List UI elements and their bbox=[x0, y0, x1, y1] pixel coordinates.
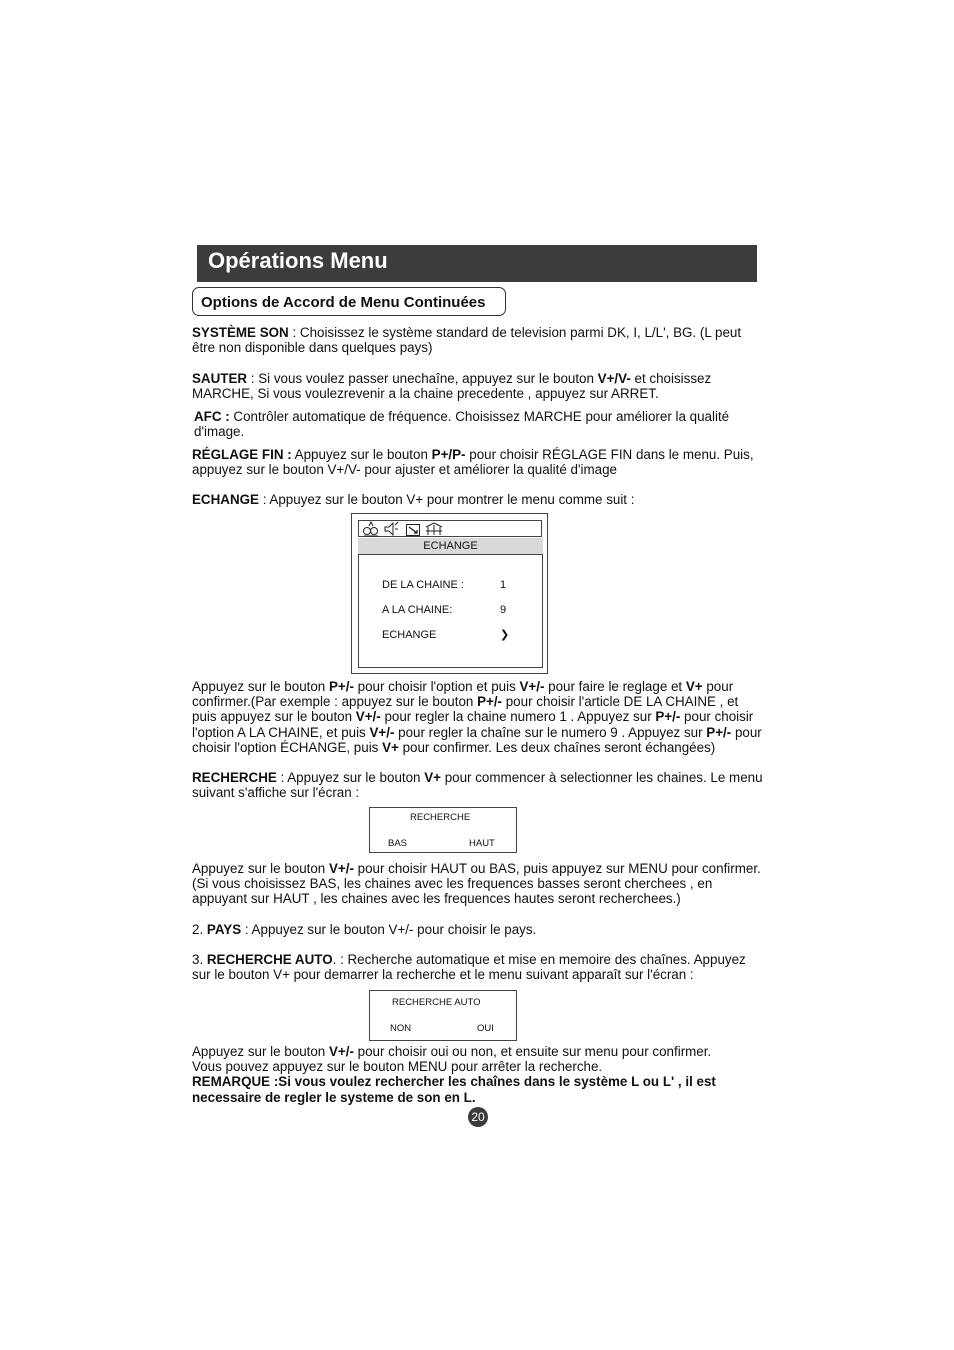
text: Contrôler automatique de fréquence. Choisissez MARCHE pour améliorer la qualité d'image. bbox=[194, 409, 730, 440]
text: pour regler la chaine numero 1 . Appuyez sur bbox=[380, 709, 656, 725]
text: et choisissez MARCHE, Si vous voulezrevenir a la chaine precedente , appuyez sur ARRET. bbox=[192, 371, 712, 402]
key: V+/- bbox=[328, 861, 354, 876]
page-title-bar bbox=[197, 245, 757, 282]
key: V+/- bbox=[328, 1044, 354, 1059]
osd-header: ECHANGE bbox=[358, 538, 543, 554]
text: pour choisir l'article DE LA CHAINE , et puis appuyez sur le bouton bbox=[192, 694, 739, 725]
text: pour confirmer. Les deux chaînes seront échangées) bbox=[398, 739, 716, 755]
item-number: 2. bbox=[192, 922, 207, 937]
key: V+/- bbox=[369, 724, 395, 740]
osd-echange-menu bbox=[351, 513, 548, 674]
text: : Appuyez sur le bouton V+/- pour choisir le pays. bbox=[241, 922, 537, 937]
paragraph-final bbox=[192, 1044, 764, 1105]
text: Appuyez sur le bouton bbox=[192, 679, 329, 694]
text: pour confirmer.(Par exemple : appuyez sur le bouton bbox=[192, 679, 734, 710]
text: Appuyez sur le bouton bbox=[192, 1044, 329, 1059]
osd-option-haut: HAUT bbox=[469, 838, 495, 849]
text: . : Recherche automatique et mise en memoire des chaînes. Appuyez sur le bouton V+ pour demarrer la recherche et le menu suivant apparaît sur l'écran : bbox=[192, 952, 746, 983]
picture-icon bbox=[362, 521, 380, 537]
term-recherche: RECHERCHE bbox=[192, 770, 277, 785]
text: pour choisir oui ou non, et ensuite sur menu pour confirmer. bbox=[353, 1044, 712, 1059]
text: Vous pouvez appuyez sur le bouton MENU pour arrêter la recherche. bbox=[192, 1059, 603, 1075]
osd-row-label: A LA CHAINE: bbox=[382, 604, 453, 616]
term-reglage-fin: RÉGLAGE FIN : bbox=[192, 447, 292, 462]
text: Appuyez sur le bouton bbox=[291, 447, 432, 462]
remark-note: REMARQUE :Si vous voulez rechercher les chaînes dans le système L ou L' , il est necessaire de regler le systeme de son en L. bbox=[192, 1074, 716, 1105]
osd-title: RECHERCHE AUTO bbox=[392, 997, 481, 1008]
term-pays: PAYS bbox=[206, 922, 242, 937]
text: pour faire le reglage et bbox=[544, 679, 686, 694]
channel-icon bbox=[425, 521, 443, 537]
key: P+/- bbox=[706, 724, 732, 740]
text: : Si vous voulez passer unechaîne, appuyez sur le bouton bbox=[247, 371, 598, 386]
paragraph-echange-instructions bbox=[192, 679, 764, 755]
text: Appuyez sur le bouton bbox=[192, 861, 329, 876]
paragraph-echange bbox=[192, 492, 764, 507]
section-title: Options de Accord de Menu Continuées bbox=[201, 294, 486, 311]
osd-body bbox=[358, 554, 543, 668]
key: P+/- bbox=[477, 694, 503, 710]
term-systeme-son: SYSTÈME SON bbox=[192, 325, 289, 340]
osd-option-non: NON bbox=[390, 1023, 412, 1034]
text: : Appuyez sur le bouton V+ pour montrer le menu comme suit : bbox=[258, 492, 635, 507]
key: V+ bbox=[685, 679, 703, 694]
osd-recherche-auto-menu bbox=[369, 990, 517, 1041]
key: P+/- bbox=[655, 709, 681, 725]
text: : Appuyez sur le bouton bbox=[276, 770, 425, 785]
osd-row-value: 1 bbox=[500, 579, 507, 591]
term-afc: AFC : bbox=[194, 409, 230, 424]
key: V+/- bbox=[355, 709, 381, 725]
paragraph-pays bbox=[192, 922, 764, 937]
osd-icon-bar bbox=[358, 520, 542, 537]
osd-row-value: 9 bbox=[500, 604, 507, 616]
sound-icon bbox=[383, 521, 399, 537]
osd-option-bas: BAS bbox=[388, 838, 408, 849]
text: pour regler la chaîne sur le numero 9 . Appuyez sur bbox=[394, 724, 707, 740]
text: pour choisir l'option ÉCHANGE, puis bbox=[192, 724, 762, 755]
setup-icon bbox=[405, 521, 421, 537]
paragraph-recherche-auto bbox=[192, 952, 764, 982]
term-recherche-auto: RECHERCHE AUTO bbox=[206, 952, 333, 967]
key: V+/- bbox=[519, 679, 545, 694]
paragraph-recherche-instructions bbox=[192, 861, 764, 907]
text-systeme-son: : Choisissez le système standard de television parmi DK, I, L/L', BG. (L peut être non disponible dans quelques pays) bbox=[192, 325, 742, 356]
text: pour choisir l'option et puis bbox=[353, 679, 520, 694]
paragraph-recherche bbox=[192, 770, 764, 800]
section-header bbox=[192, 287, 506, 316]
key: V+/V- bbox=[597, 371, 631, 386]
term-echange: ECHANGE bbox=[192, 492, 259, 507]
text: pour choisir RÉGLAGE FIN dans le menu. Puis, appuyez sur le bouton V+/V- pour ajuster et améliorer la qualité d'image bbox=[192, 447, 754, 478]
osd-option-oui: OUI bbox=[477, 1023, 494, 1034]
key: V+ bbox=[424, 770, 441, 785]
key: P+/- bbox=[328, 679, 354, 694]
paragraph-reglage-fin bbox=[192, 447, 764, 477]
osd-recherche-menu bbox=[369, 807, 517, 853]
paragraph-systeme-son bbox=[192, 325, 764, 355]
osd-row-label: DE LA CHAINE : bbox=[382, 579, 464, 591]
item-number: 3. bbox=[192, 952, 207, 967]
chevron-right-icon: ❯ bbox=[500, 629, 510, 641]
text: pour commencer à selectionner les chaines. Le menu suivant s'affiche sur l'écran : bbox=[192, 770, 763, 801]
key: P+/P- bbox=[431, 447, 466, 462]
osd-title: RECHERCHE bbox=[410, 812, 471, 823]
paragraph-afc bbox=[194, 409, 766, 439]
osd-row-label: ECHANGE bbox=[382, 629, 437, 641]
paragraph-sauter bbox=[192, 371, 764, 401]
page-title: Opérations Menu bbox=[208, 248, 388, 273]
text: pour choisir l'option A LA CHAINE, et puis bbox=[192, 709, 754, 740]
text: pour choisir HAUT ou BAS, puis appuyez sur MENU pour confirmer.(Si vous choisissez BAS, les chaines avec les frequences basses seront cherchees , en appuyant sur HAUT , les chaines avec les frequences hautes seront recherchees.) bbox=[192, 861, 761, 907]
page-number: 20 bbox=[468, 1107, 488, 1127]
term-sauter: SAUTER bbox=[192, 371, 248, 386]
key: V+ bbox=[382, 739, 399, 755]
